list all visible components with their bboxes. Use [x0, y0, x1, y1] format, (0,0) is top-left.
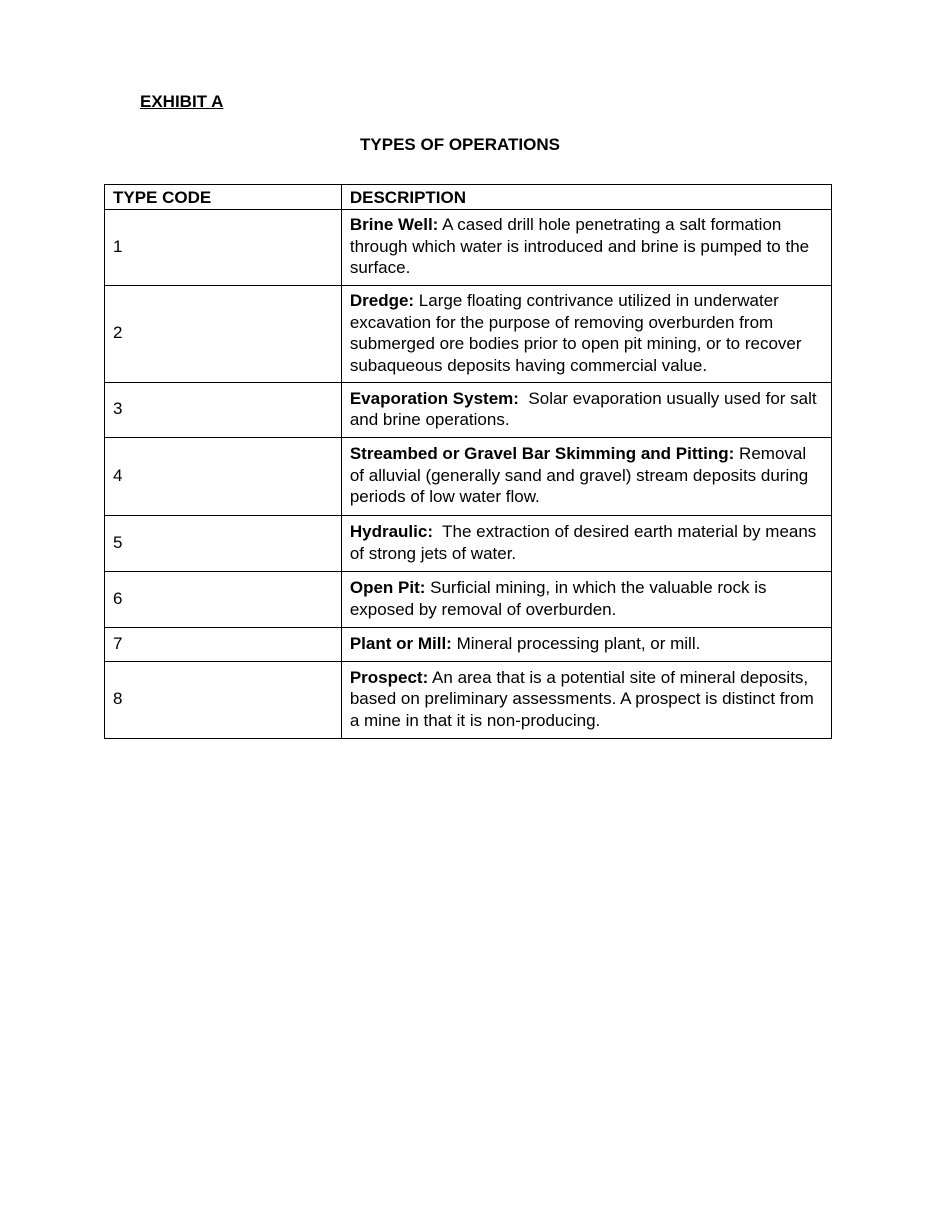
operation-term: Dredge:: [349, 291, 415, 310]
type-code-cell: 2: [105, 286, 342, 383]
description-cell: [341, 628, 831, 662]
operation-term: Brine Well:: [349, 215, 439, 235]
description-cell: [341, 438, 831, 516]
page-title: TYPES OF OPERATIONS: [360, 135, 560, 154]
table-row: [105, 286, 832, 383]
operation-description: Solar evaporation usually used for salt and brine operations.: [349, 388, 822, 429]
type-code-cell: 8: [105, 662, 342, 739]
operation-description: Mineral processing plant, or mill.: [451, 633, 701, 653]
type-code-cell: 3: [105, 383, 342, 438]
operation-term: Hydraulic:: [349, 522, 433, 541]
table-row: [105, 383, 832, 438]
operation-description: Large floating contrivance utilized in underwater excavation for the purpose of removing overburden from submerged ore bodies prior to open pit mining, or to recover subaqueous deposits having commercial value.: [349, 291, 802, 375]
header-type-code: TYPE CODE: [105, 185, 342, 210]
header-description: DESCRIPTION: [341, 185, 831, 210]
operation-description: An area that is a potential site of mineral deposits, based on preliminary assessments. A prospect is distinct from a mine in that it is non-producing.: [349, 667, 814, 730]
table-row: [105, 662, 832, 739]
table-row: [105, 516, 832, 572]
type-code-cell: 4: [105, 438, 342, 516]
operation-term: Prospect:: [349, 667, 429, 687]
type-code-cell: 6: [105, 572, 342, 628]
table-header-row: [105, 185, 832, 210]
exhibit-label: EXHIBIT A: [140, 92, 224, 111]
type-code-cell: 1: [105, 210, 342, 286]
table-row: [105, 572, 832, 628]
operation-term: Evaporation System:: [349, 388, 519, 408]
description-cell: [341, 662, 831, 739]
table-row: [105, 210, 832, 286]
description-cell: [341, 516, 831, 572]
type-code-cell: 5: [105, 516, 342, 572]
description-cell: [341, 286, 831, 383]
operation-term: Plant or Mill:: [349, 633, 452, 653]
table-row: [105, 438, 832, 516]
table-row: [105, 628, 832, 662]
description-cell: [341, 572, 831, 628]
operation-description: A cased drill hole penetrating a salt formation through which water is introduced and brine is pumped to the surface.: [349, 215, 810, 278]
operations-table: [104, 184, 832, 739]
type-code-cell: 7: [105, 628, 342, 662]
operation-description: Removal of alluvial (generally sand and gravel) stream deposits during periods of low water flow.: [349, 444, 809, 507]
operation-term: Streambed or Gravel Bar Skimming and Pitting:: [349, 444, 735, 464]
operation-term: Open Pit:: [349, 578, 426, 597]
operation-description: The extraction of desired earth material by means of strong jets of water.: [349, 522, 822, 563]
description-cell: [341, 383, 831, 438]
description-cell: [341, 210, 831, 286]
operation-description: Surficial mining, in which the valuable rock is exposed by removal of overburden.: [349, 578, 767, 619]
